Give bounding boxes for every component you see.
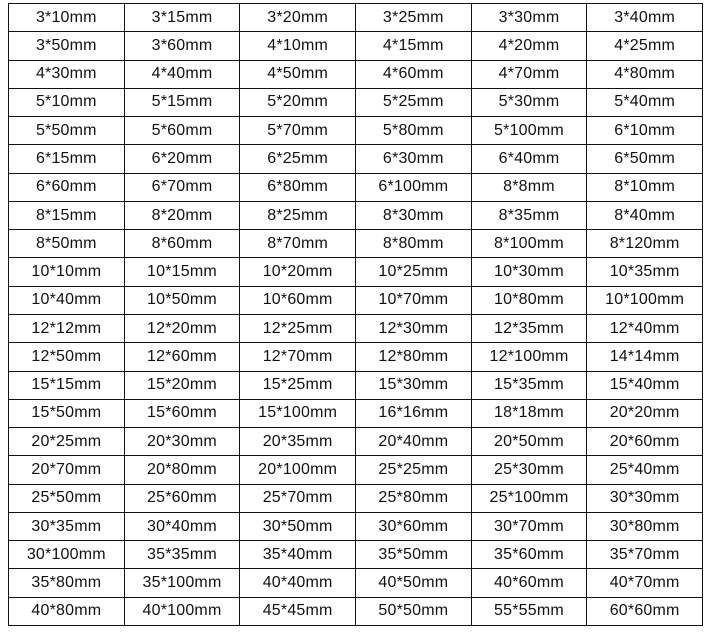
table-cell: 15*100mm	[240, 400, 356, 428]
table-cell: 3*10mm	[9, 4, 125, 32]
table-cell: 4*70mm	[472, 61, 588, 89]
table-cell: 8*35mm	[472, 202, 588, 230]
table-cell: 35*70mm	[587, 541, 703, 569]
table-cell: 20*20mm	[587, 400, 703, 428]
table-cell: 3*50mm	[9, 32, 125, 60]
table-cell: 3*25mm	[356, 4, 472, 32]
table-cell: 12*80mm	[356, 343, 472, 371]
table-cell: 6*70mm	[125, 174, 241, 202]
table-cell: 35*100mm	[125, 569, 241, 597]
table-cell: 15*30mm	[356, 372, 472, 400]
table-cell: 12*25mm	[240, 315, 356, 343]
table-cell: 12*100mm	[472, 343, 588, 371]
table-cell: 12*60mm	[125, 343, 241, 371]
table-cell: 8*8mm	[472, 174, 588, 202]
table-cell: 30*70mm	[472, 513, 588, 541]
table-cell: 20*25mm	[9, 428, 125, 456]
table-cell: 5*25mm	[356, 89, 472, 117]
table-cell: 20*50mm	[472, 428, 588, 456]
table-cell: 25*50mm	[9, 485, 125, 513]
table-cell: 25*40mm	[587, 456, 703, 484]
table-cell: 3*60mm	[125, 32, 241, 60]
table-cell: 5*15mm	[125, 89, 241, 117]
table-cell: 4*40mm	[125, 61, 241, 89]
table-cell: 3*30mm	[472, 4, 588, 32]
table-cell: 6*80mm	[240, 174, 356, 202]
table-cell: 15*50mm	[9, 400, 125, 428]
table-cell: 20*60mm	[587, 428, 703, 456]
table-cell: 6*60mm	[9, 174, 125, 202]
table-cell: 55*55mm	[472, 598, 588, 626]
table-cell: 20*35mm	[240, 428, 356, 456]
table-cell: 25*70mm	[240, 485, 356, 513]
table-cell: 8*120mm	[587, 230, 703, 258]
table-cell: 5*40mm	[587, 89, 703, 117]
table-cell: 6*25mm	[240, 145, 356, 173]
table-cell: 30*100mm	[9, 541, 125, 569]
table-cell: 8*60mm	[125, 230, 241, 258]
table-cell: 8*80mm	[356, 230, 472, 258]
table-cell: 20*100mm	[240, 456, 356, 484]
table-cell: 20*40mm	[356, 428, 472, 456]
table-cell: 10*80mm	[472, 287, 588, 315]
table-cell: 10*15mm	[125, 258, 241, 286]
table-cell: 15*60mm	[125, 400, 241, 428]
table-cell: 40*80mm	[9, 598, 125, 626]
table-cell: 6*50mm	[587, 145, 703, 173]
table-cell: 15*35mm	[472, 372, 588, 400]
table-cell: 14*14mm	[587, 343, 703, 371]
table-cell: 5*20mm	[240, 89, 356, 117]
table-cell: 25*80mm	[356, 485, 472, 513]
table-cell: 10*35mm	[587, 258, 703, 286]
table-cell: 25*25mm	[356, 456, 472, 484]
table-cell: 20*80mm	[125, 456, 241, 484]
table-cell: 20*30mm	[125, 428, 241, 456]
table-cell: 10*10mm	[9, 258, 125, 286]
table-cell: 25*100mm	[472, 485, 588, 513]
table-cell: 40*70mm	[587, 569, 703, 597]
table-cell: 12*70mm	[240, 343, 356, 371]
table-cell: 8*40mm	[587, 202, 703, 230]
table-cell: 4*50mm	[240, 61, 356, 89]
table-cell: 10*100mm	[587, 287, 703, 315]
table-cell: 20*70mm	[9, 456, 125, 484]
table-cell: 4*20mm	[472, 32, 588, 60]
table-cell: 15*40mm	[587, 372, 703, 400]
table-cell: 8*25mm	[240, 202, 356, 230]
table-cell: 40*40mm	[240, 569, 356, 597]
table-cell: 45*45mm	[240, 598, 356, 626]
table-cell: 10*40mm	[9, 287, 125, 315]
table-cell: 8*20mm	[125, 202, 241, 230]
table-cell: 30*35mm	[9, 513, 125, 541]
table-cell: 35*50mm	[356, 541, 472, 569]
table-cell: 4*80mm	[587, 61, 703, 89]
table-cell: 5*10mm	[9, 89, 125, 117]
table-cell: 40*100mm	[125, 598, 241, 626]
table-cell: 8*15mm	[9, 202, 125, 230]
table-cell: 3*15mm	[125, 4, 241, 32]
table-cell: 5*70mm	[240, 117, 356, 145]
table-cell: 12*20mm	[125, 315, 241, 343]
table-cell: 4*30mm	[9, 61, 125, 89]
table-cell: 4*25mm	[587, 32, 703, 60]
table-cell: 6*30mm	[356, 145, 472, 173]
table-cell: 15*25mm	[240, 372, 356, 400]
table-cell: 10*20mm	[240, 258, 356, 286]
table-cell: 25*60mm	[125, 485, 241, 513]
table-cell: 3*20mm	[240, 4, 356, 32]
table-cell: 60*60mm	[587, 598, 703, 626]
table-cell: 6*15mm	[9, 145, 125, 173]
table-cell: 30*30mm	[587, 485, 703, 513]
table-cell: 12*35mm	[472, 315, 588, 343]
table-cell: 12*12mm	[9, 315, 125, 343]
table-cell: 40*50mm	[356, 569, 472, 597]
table-cell: 4*10mm	[240, 32, 356, 60]
table-cell: 8*70mm	[240, 230, 356, 258]
table-cell: 10*70mm	[356, 287, 472, 315]
table-cell: 5*60mm	[125, 117, 241, 145]
table-cell: 3*40mm	[587, 4, 703, 32]
table-cell: 5*80mm	[356, 117, 472, 145]
table-cell: 25*30mm	[472, 456, 588, 484]
size-table	[8, 3, 703, 626]
table-cell: 10*25mm	[356, 258, 472, 286]
table-cell: 15*20mm	[125, 372, 241, 400]
table-cell: 18*18mm	[472, 400, 588, 428]
table-cell: 4*60mm	[356, 61, 472, 89]
table-cell: 30*60mm	[356, 513, 472, 541]
table-cell: 6*10mm	[587, 117, 703, 145]
table-cell: 35*35mm	[125, 541, 241, 569]
table-cell: 5*30mm	[472, 89, 588, 117]
table-cell: 6*40mm	[472, 145, 588, 173]
table-cell: 40*60mm	[472, 569, 588, 597]
table-cell: 35*80mm	[9, 569, 125, 597]
table-cell: 8*10mm	[587, 174, 703, 202]
table-cell: 4*15mm	[356, 32, 472, 60]
table-cell: 12*50mm	[9, 343, 125, 371]
table-cell: 8*30mm	[356, 202, 472, 230]
table-cell: 5*100mm	[472, 117, 588, 145]
table-cell: 30*40mm	[125, 513, 241, 541]
table-cell: 30*50mm	[240, 513, 356, 541]
table-cell: 5*50mm	[9, 117, 125, 145]
table-cell: 6*100mm	[356, 174, 472, 202]
table-cell: 50*50mm	[356, 598, 472, 626]
table-cell: 6*20mm	[125, 145, 241, 173]
table-cell: 30*80mm	[587, 513, 703, 541]
table-cell: 10*30mm	[472, 258, 588, 286]
table-cell: 35*40mm	[240, 541, 356, 569]
table-cell: 12*40mm	[587, 315, 703, 343]
table-cell: 10*60mm	[240, 287, 356, 315]
table-cell: 8*100mm	[472, 230, 588, 258]
table-cell: 35*60mm	[472, 541, 588, 569]
table-cell: 8*50mm	[9, 230, 125, 258]
table-cell: 12*30mm	[356, 315, 472, 343]
table-cell: 15*15mm	[9, 372, 125, 400]
table-cell: 16*16mm	[356, 400, 472, 428]
table-cell: 10*50mm	[125, 287, 241, 315]
